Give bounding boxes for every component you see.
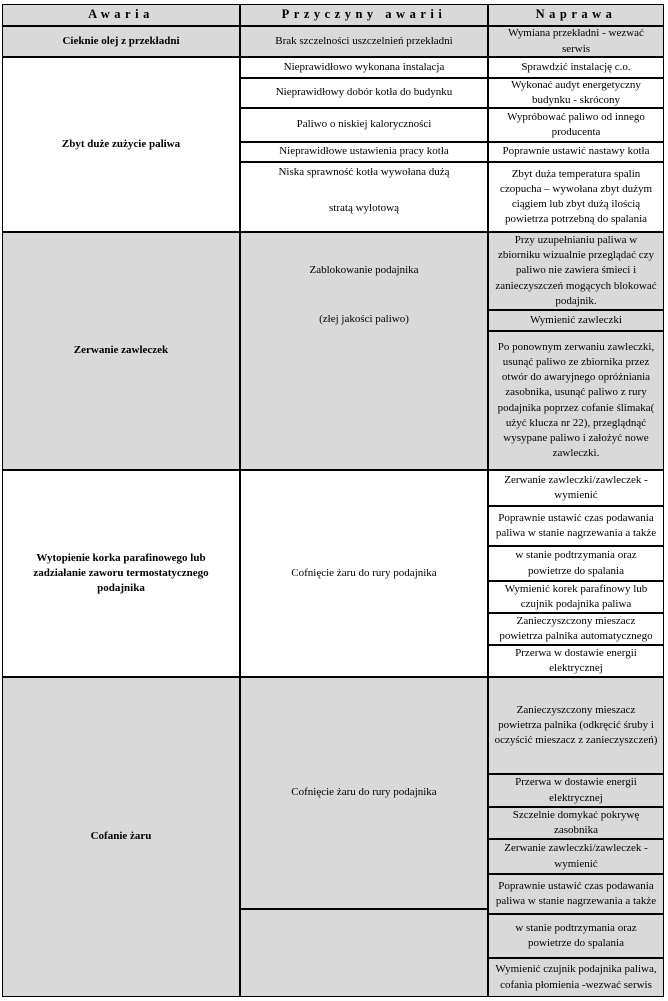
repair-cell: Poprawnie ustawić czas podawania paliwa w stanie nagrzewania a także — [488, 874, 664, 914]
cause-cell: Paliwo o niskiej kaloryczności — [240, 108, 488, 142]
cause-line: stratą wylotową — [329, 202, 399, 214]
failure-paraffin-plug: Wytopienie korka parafinowego lub zadziałanie zaworu termostatycznego podajnika — [2, 470, 240, 677]
failure-flame-backflow: Cofanie żaru — [2, 677, 240, 997]
repair-cell: Wymienić zawleczki — [488, 310, 664, 331]
cause-cell — [240, 909, 488, 997]
cause-cell: Nieprawidłowo wykonana instalacja — [240, 57, 488, 78]
repair-cell: Poprawnie ustawić czas podawania paliwa w stanie nagrzewania a także — [488, 506, 664, 546]
cause-line: Zablokowanie podajnika — [309, 264, 419, 276]
repair-cell: Szczelnie domykać pokrywę zasobnika — [488, 807, 664, 839]
cause-cell — [240, 162, 488, 232]
header-repair: Naprawa — [488, 4, 664, 26]
repair-cell: Zbyt duża temperatura spalin czopucha – wywołana zbyt dużym ciągiem lub zbyt dużą ilością powietrza potrzebną do spalania — [488, 162, 664, 232]
repair-cell: Wymienić korek parafinowy lub czujnik podajnika paliwa — [488, 581, 664, 613]
repair-cell: Zanieczyszczony mieszacz powietrza palnika automatycznego — [488, 613, 664, 645]
failure-oil-leak: Cieknie olej z przekładni — [2, 26, 240, 57]
cause-cell: Cofnięcie żaru do rury podajnika — [240, 677, 488, 909]
header-causes: Przyczyny awarii — [240, 4, 488, 26]
repair-cell: Przerwa w dostawie energii elektrycznej — [488, 645, 664, 677]
repair-cell: Poprawnie ustawić nastawy kotła — [488, 142, 664, 162]
repair-cell: Po ponownym zerwaniu zawleczki, usunąć paliwo ze zbiornika przez otwór do awaryjnego opróżniania zasobnika, usunąć paliwo z rury podajnika poprzez cofanie ślimaka( użyć klucza nr 22), przeglądnąć wysypane paliwo i założyć nowe zawleczki. — [488, 331, 664, 470]
repair-cell: Zanieczyszczony mieszacz powietrza palnika (odkręcić śruby i oczyścić mieszacz z zanieczyszczeń) — [488, 677, 664, 774]
cause-cell: Nieprawidłowe ustawienia pracy kotła — [240, 142, 488, 162]
repair-cell: Wymiana przekładni - wezwać serwis — [488, 26, 664, 57]
cause-cell: Nieprawidłowy dobór kotła do budynku — [240, 78, 488, 108]
repair-cell: Sprawdzić instalację c.o. — [488, 57, 664, 78]
repair-cell: Wykonać audyt energetyczny budynku - skrócony — [488, 78, 664, 108]
repair-cell: w stanie podtrzymania oraz powietrze do spalania — [488, 546, 664, 581]
cause-line: (złej jakości paliwo) — [319, 313, 409, 326]
repair-cell: Przy uzupełnianiu paliwa w zbiorniku wizualnie przeglądać czy paliwo nie zawiera śmieci i zanieczyszczeń mogących blokować podajnik. — [488, 232, 664, 310]
cause-cell — [240, 232, 488, 470]
cause-cell: Brak szczelności uszczelnień przekładni — [240, 26, 488, 57]
header-failure: Awaria — [2, 4, 240, 26]
repair-cell: Zerwanie zawleczki/zawleczek - wymienić — [488, 470, 664, 506]
failure-cotter-pins: Zerwanie zawleczek — [2, 232, 240, 470]
repair-cell: Zerwanie zawleczki/zawleczek - wymienić — [488, 839, 664, 874]
repair-cell: Wymienić czujnik podajnika paliwa, cofania płomienia -wezwać serwis — [488, 958, 664, 997]
repair-cell: Wypróbować paliwo od innego producenta — [488, 108, 664, 142]
cause-cell: Cofnięcie żaru do rury podajnika — [240, 470, 488, 677]
repair-cell: w stanie podtrzymania oraz powietrze do spalania — [488, 914, 664, 958]
repair-cell: Przerwa w dostawie energii elektrycznej — [488, 774, 664, 807]
failure-fuel-consumption: Zbyt duże zużycie paliwa — [2, 57, 240, 232]
cause-line: Niska sprawność kotła wywołana dużą — [278, 166, 450, 178]
